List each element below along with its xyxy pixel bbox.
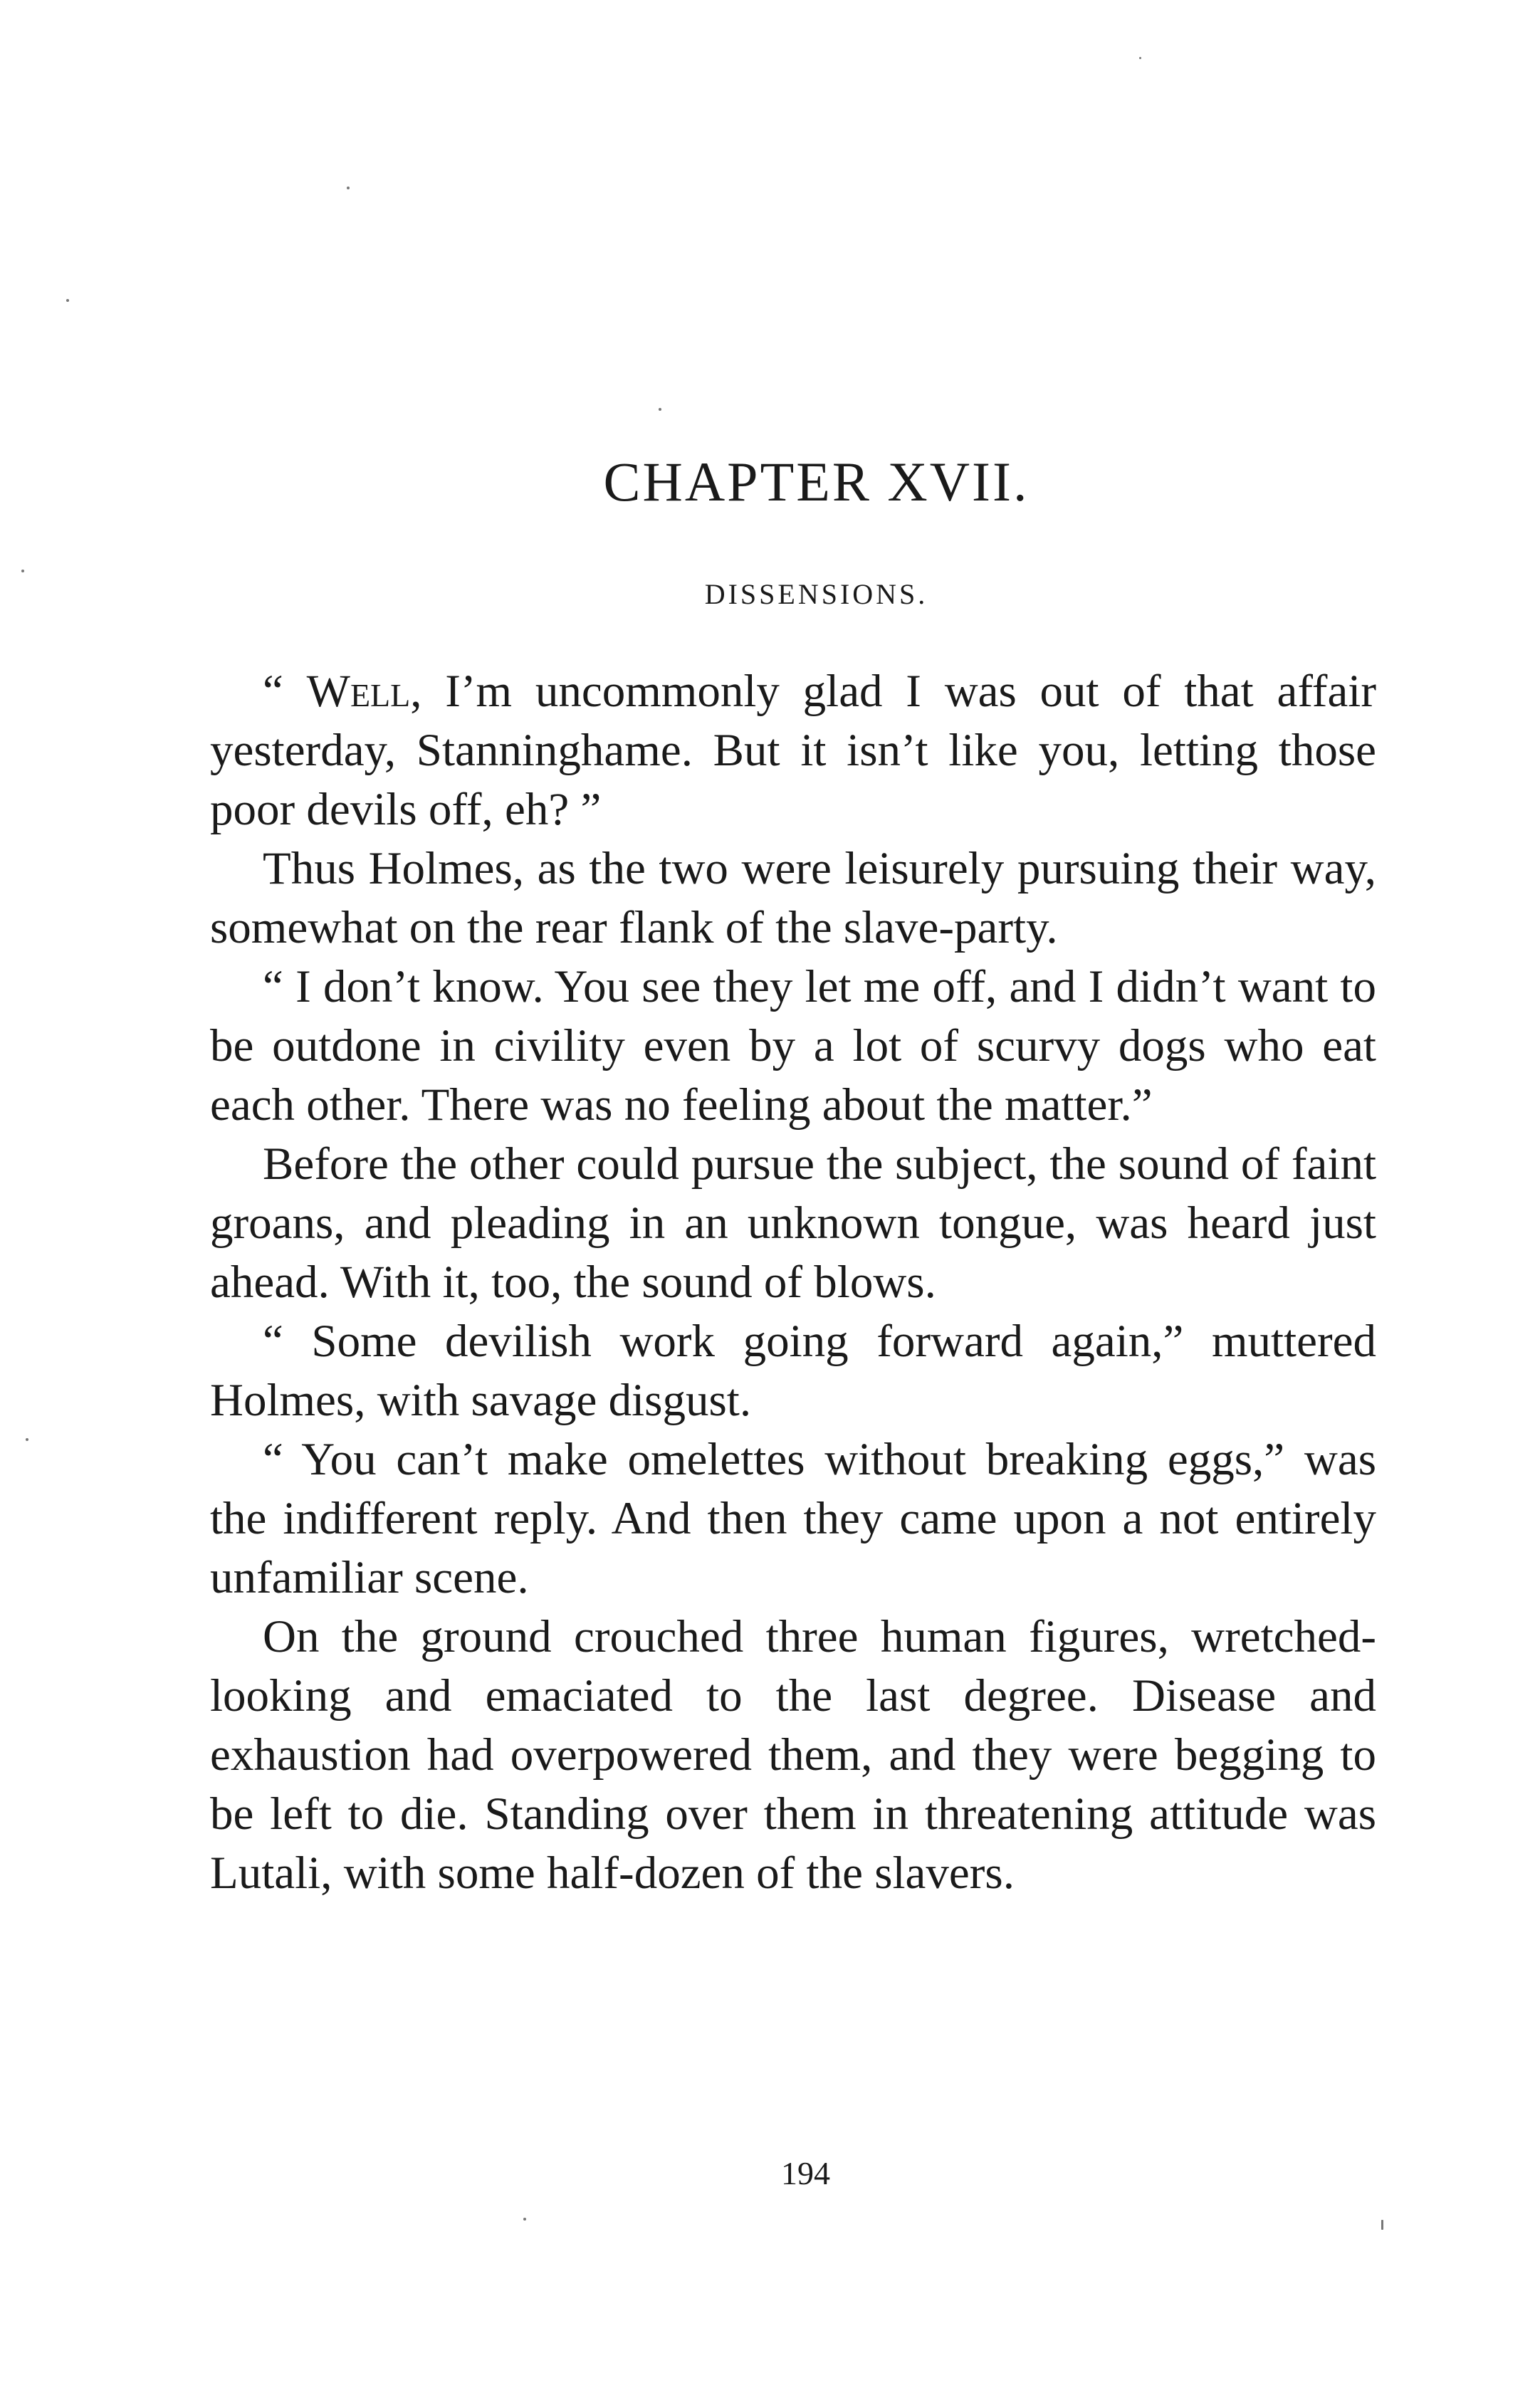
paragraph: Before the other could pursue the subject, the sound of faint groans, and pleading in an unknown tongue, was heard just ahead. With it, too, the sound of blows. — [210, 1138, 1376, 1308]
chapter-subtitle: DISSENSIONS. — [704, 578, 928, 610]
scan-speck — [1139, 57, 1141, 59]
scan-speck — [659, 408, 661, 411]
page-number: 194 — [781, 2155, 830, 2191]
paragraph: “ You can’t make omelettes without breaking eggs,” was the indifferent reply. And then they came upon a not entirely unfamiliar scene. — [210, 1434, 1376, 1603]
paragraph — [210, 662, 1376, 839]
scan-speck — [26, 1438, 28, 1441]
paragraph: On the ground crouched three human figures, wretched-looking and emaciated to the last degree. Disease and exhaustion had overpowered them, and they were begging to be left to die. Standing over them in threatening attitude was Lutali, with some half-dozen of the slavers. — [210, 1611, 1376, 1899]
paragraph: “ Some devilish work going forward again,” muttered Holmes, with savage disgust. — [210, 1316, 1376, 1426]
paragraph: Thus Holmes, as the two were leisurely pursuing their way, somewhat on the rear flank of the slave-party. — [210, 843, 1376, 953]
scan-speck — [21, 570, 24, 572]
chapter-title: CHAPTER XVII. — [603, 451, 1030, 513]
scan-speck — [523, 2218, 526, 2221]
scan-speck — [1381, 2220, 1383, 2230]
paragraph: “ I don’t know. You see they let me off, and I didn’t want to be outdone in civility even by a lot of scurvy dogs who eat each other. There was no feeling about the matter.” — [210, 961, 1376, 1131]
open-quote: “ — [263, 666, 307, 717]
paragraph-text: I’m uncommonly glad I was out of that affair yesterday, Stanninghame. But it isn’t like you, letting those poor devils off, eh? ” — [210, 666, 1376, 835]
scan-speck — [66, 299, 69, 302]
small-caps-word: Well, — [306, 666, 422, 717]
body-text — [210, 662, 1376, 1903]
scan-speck — [347, 187, 350, 189]
